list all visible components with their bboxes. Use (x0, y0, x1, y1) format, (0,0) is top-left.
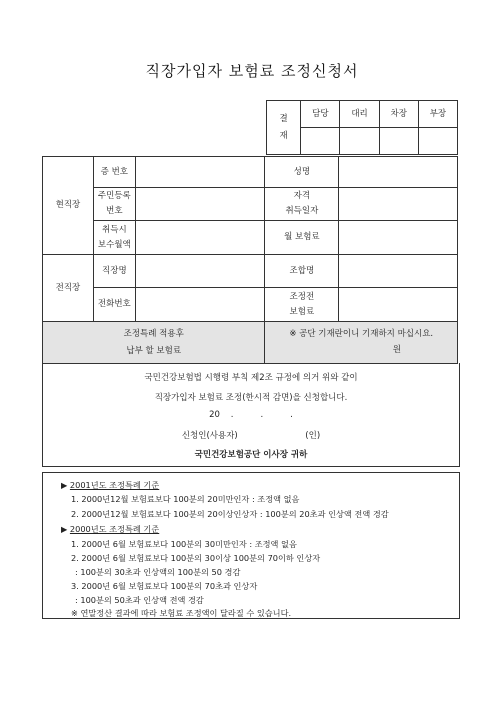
approval-box (266, 100, 458, 155)
triangle-marker-icon: ▶ (61, 480, 68, 490)
criteria-2001-item-2: 2. 2000년12월 보험료보다 100분의 20이상인상자 : 100분의 20초과 인상액 전액 경감 (71, 509, 389, 519)
criteria-2000-item-2-detail: : 100분의 30초과 인상액의 100분의 50 경감 (75, 567, 241, 577)
field-label-phone: 전화번호 (93, 288, 135, 322)
application-table (42, 156, 458, 364)
field-label-premium-before: 조정전 보험료 (265, 288, 339, 322)
approval-label: 결 재 (267, 101, 301, 155)
field-label-qualification-date: 자격 취득일자 (265, 188, 339, 221)
approval-sign-assistant[interactable] (340, 128, 379, 155)
criteria-2000-item-3: 3. 2000년 6월 보험료보다 100분의 70초과 인상자 (71, 581, 258, 591)
field-label-card-number: 증 번호 (93, 157, 135, 188)
criteria-2000-title: 2000년도 조정특례 기준 (69, 524, 160, 534)
field-phone[interactable] (135, 288, 265, 322)
criteria-2000-heading (61, 524, 159, 535)
office-use-note: ※ 공단 기재란이니 기재하지 마십시요. (289, 329, 434, 339)
field-workplace-name[interactable] (135, 255, 265, 288)
field-monthly-premium[interactable] (339, 221, 458, 255)
declaration-line-1: 국민건강보험법 시행령 부칙 제2조 규정에 의거 위와 같이 (144, 373, 358, 383)
field-label-workplace-name: 직장명 (93, 255, 135, 288)
adjusted-premium-label: 조정특례 적용후 납부 할 보험료 (43, 322, 265, 364)
previous-workplace-label: 전직장 (43, 255, 94, 322)
current-workplace-label: 현직장 (43, 157, 94, 255)
criteria-notes (42, 472, 460, 619)
field-resident-number[interactable] (135, 188, 265, 221)
criteria-2000-item-2: 2. 2000년 6월 보험료보다 100분의 30이상 100분의 70이하 인상자 (71, 553, 321, 563)
declaration-box (42, 363, 460, 467)
field-card-number[interactable] (135, 157, 265, 188)
field-qualification-date[interactable] (339, 188, 458, 221)
currency-unit: 원 (392, 345, 401, 355)
criteria-2000-item-1: 1. 2000년 6월 보험료보다 100분의 30미만인자 : 조정액 없음 (71, 539, 297, 549)
field-label-union-name: 조합명 (265, 255, 339, 288)
recipient: 국민건강보험공단 이사장 귀하 (194, 450, 308, 460)
declaration-line-2: 직장가입자 보험료 조정(한시적 감면)을 신청합니다. (154, 393, 348, 403)
applicant-signature[interactable]: 신청인(사용자) (인) (181, 431, 321, 441)
approval-sign-manager[interactable] (418, 128, 457, 155)
field-name[interactable] (339, 157, 458, 188)
form-title: 직장가입자 보험료 조정신청서 (145, 62, 359, 80)
criteria-2001-heading (61, 480, 159, 491)
field-premium-before[interactable] (339, 288, 458, 322)
approval-col-deputy: 차장 (379, 101, 418, 128)
approval-col-assistant: 대리 (340, 101, 379, 128)
field-union-name[interactable] (339, 255, 458, 288)
criteria-2000-item-3-detail: : 100분의 50초과 인상액 전액 경감 (75, 595, 204, 605)
application-date[interactable]: 20 . . . (209, 410, 293, 420)
field-monthly-wage[interactable] (135, 221, 265, 255)
approval-col-staff: 담당 (301, 101, 340, 128)
field-label-monthly-wage: 취득시 보수월액 (93, 221, 135, 255)
office-use-cell (265, 322, 458, 364)
field-label-name: 성명 (265, 157, 339, 188)
triangle-marker-icon: ▶ (61, 524, 68, 534)
field-label-monthly-premium: 월 보험료 (265, 221, 339, 255)
approval-col-manager: 부장 (418, 101, 457, 128)
field-label-resident-number: 주민등록 번호 (93, 188, 135, 221)
criteria-2001-item-1: 1. 2000년12월 보험료보다 100분의 20미만인자 : 조정액 없음 (71, 494, 300, 504)
approval-sign-staff[interactable] (301, 128, 340, 155)
criteria-2001-title: 2001년도 조정특례 기준 (69, 480, 160, 490)
footnote: ※ 연말정산 결과에 따라 보험료 조정액이 달라질 수 있습니다. (71, 608, 292, 618)
approval-sign-deputy[interactable] (379, 128, 418, 155)
